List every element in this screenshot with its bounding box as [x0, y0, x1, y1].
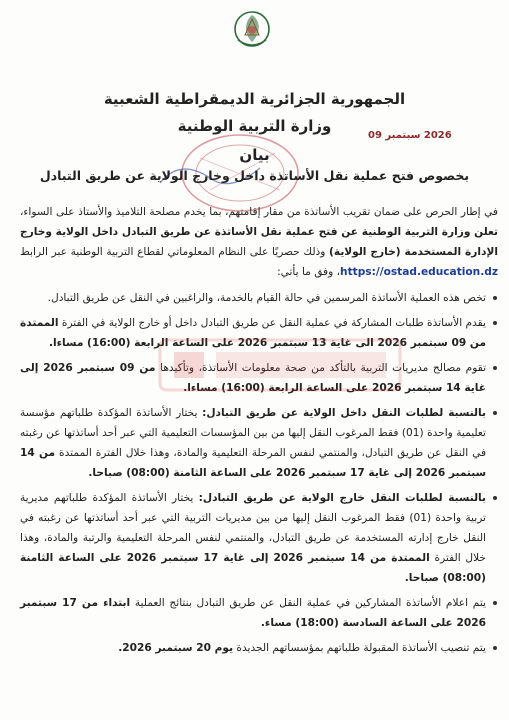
intro-text-3: وذلك حصريًا على النظام المعلوماتي لقطاع التربية الوطنية عبر الرابط	[20, 246, 330, 258]
point-text: يقدم الأساتذة طلبات المشاركة في عملية النقل عن طريق التبادل داخل أو خارج الولاية في الفترة	[58, 317, 486, 329]
statement-body	[20, 202, 498, 663]
intro-text-1: في إطار الحرص على ضمان تقريب الأساتذة من مقار إقامتهم، بما يخدم مصلحة التلاميذ والأستاذ على السواء،	[20, 206, 498, 218]
statement-subject: بخصوص فتح عملية نقل الأساتذة داخل وخارج الولاية عن طريق التبادل	[39, 168, 470, 183]
points-list	[20, 288, 498, 658]
point-text: يختار الأساتذة المؤكدة طلباتهم مؤسسة تعليمية واحدة (01) فقط المرغوب النقل إليها من بين المؤسسات التعليمية التي عبر أحد أساتذتها عن رغبته في النقل عن طريق التبادل، والمنتمي لنفس المرحلة التعليمية والمادة، وهذا خلال الفترة الممتدة	[20, 407, 487, 459]
point-text-bold: يوم 20 سبتمبر 2026.	[118, 642, 234, 654]
point-text: يتم اعلام الأساتذة المشاركين في عملية النقل عن طريق التبادل بنتائج العملية	[130, 597, 486, 609]
list-item	[20, 313, 498, 353]
point-text-bold: من 09 سبتمبر 2026 إلى غاية 14 سبتمبر 2026 على الساعة الرابعة (16:00) مساءا.	[20, 362, 486, 394]
list-item	[20, 488, 498, 588]
republic-header: الجمهورية الجزائرية الديمقراطية الشعبية	[103, 90, 406, 108]
point-text: يختار الأساتذة المؤكدة طلباتهم مديرية تربية واحدة (01) فقط المرغوب النقل إليها من بين مديريات التربية التي عبر أحد أساتذتها عن رغبته في النقل خارج إدارته المستخدمة عن طريق التبادل، والمنتمي لنفس المرحلة التعليمية والرتبة والمادة، وهذا خلال الفترة	[20, 492, 486, 564]
point-text: تقوم مصالح مديريات التربية بالتأكد من صحة معلومات الأساتذة، وتأكيدها	[155, 362, 487, 374]
list-item	[20, 358, 498, 398]
intro-paragraph	[20, 202, 498, 282]
point-text: يتم تنصيب الأساتذة المقبولة طلباتهم بمؤسساتهم الجديدة	[233, 642, 486, 654]
point-text-bold: الممتدة من 14 سبتمبر 2026 إلى غاية 17 سبتمبر 2026 على الساعة الثامنة (08:00) صباحا.	[20, 552, 486, 584]
list-item	[20, 288, 498, 308]
document-date: 2026 سبتمبر 09	[368, 130, 452, 141]
intro-text-bold: تعلن وزارة التربية الوطنية عن فتح عملية نقل الأساتذة عن طريق التبادل داخل الولاية وخارج الإدارة المستخدمة (خارج الولاية)	[20, 226, 498, 258]
statement-title: بيان	[239, 146, 270, 164]
list-item	[20, 593, 498, 633]
point-text-bold: ابتداء من 17 سبتمبر 2026 على الساعة السادسة (18:00) مساء.	[20, 597, 486, 629]
point-lead: بالنسبة لطلبات النقل داخل الولاية عن طريق التبادل:	[202, 407, 486, 419]
national-emblem-icon	[232, 6, 272, 52]
list-item	[20, 403, 498, 483]
point-text-bold: الممتدة من 09 سبتمبر 2026 الى غاية 13 سبتمبر 2026 على الساعة الرابعة (16:00) مساءا.	[20, 317, 486, 349]
list-item	[20, 638, 498, 658]
point-text: تخص هذه العملية الأساتذة المرسمين في حالة القيام بالخدمة، والراغبين في النقل عن طريق التبادل.	[47, 292, 486, 304]
ministry-header: وزارة التربية الوطنية	[177, 117, 332, 135]
point-text-bold: من 14 سبتمبر 2026 إلى غاية 17 سبتمبر 2026 على الساعة الثامنة (08:00) صباحا.	[20, 447, 486, 479]
point-lead: بالنسبة لطلبات النقل خارج الولاية عن طريق التبادل:	[198, 492, 487, 504]
platform-link[interactable]: https://ostad.education.dz	[340, 266, 498, 278]
intro-text-4: ، وفق ما يأتي:	[277, 266, 341, 278]
